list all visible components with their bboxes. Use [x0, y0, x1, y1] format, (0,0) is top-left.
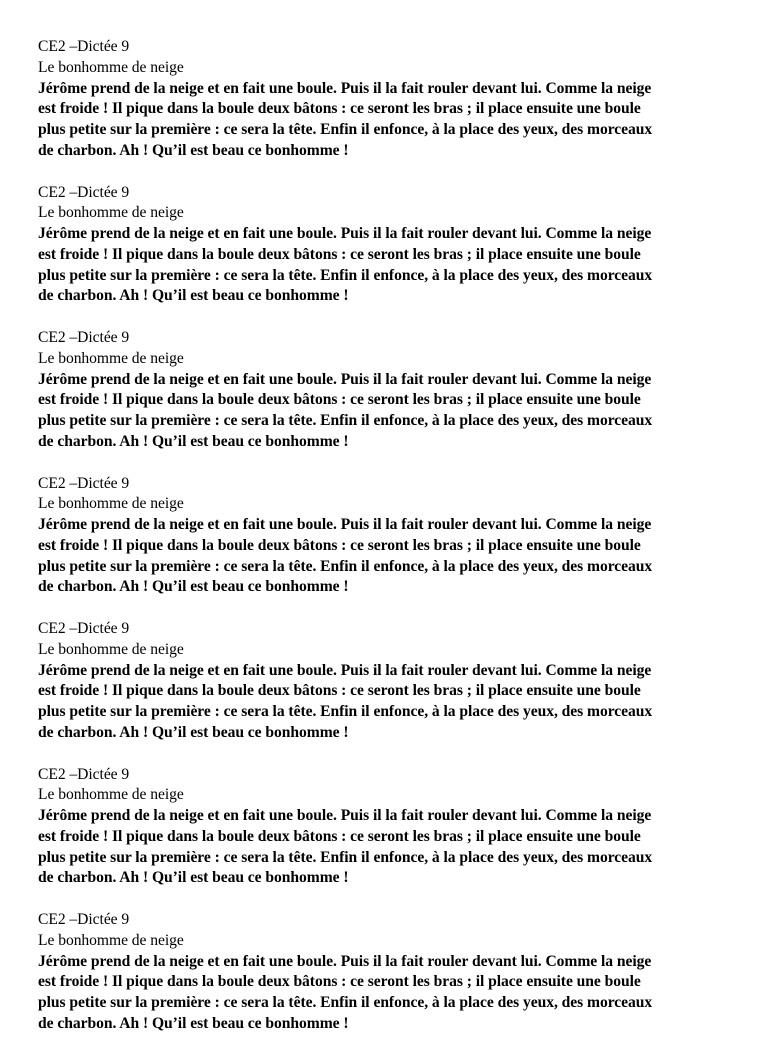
- document-page: [38, 37, 738, 1056]
- class-label: CE2 –Dictée 9: [38, 620, 130, 637]
- class-label: CE2 –Dictée 9: [38, 911, 130, 928]
- dictation-line: est froide ! Il pique dans la boule deux bâtons : ce seront les bras ; il place ensuite une boule: [38, 536, 641, 554]
- class-label: CE2 –Dictée 9: [38, 38, 130, 55]
- dictation-title: Le bonhomme de neige: [38, 495, 184, 513]
- dictation-line: de charbon. Ah ! Qu’il est beau ce bonhomme !: [38, 287, 349, 305]
- dictation-line: Jérôme prend de la neige et en fait une boule. Puis il la fait rouler devant lui. Comme la neige: [38, 225, 652, 243]
- dictation-block: [38, 37, 738, 183]
- class-label: CE2 –Dictée 9: [38, 183, 130, 201]
- dictation-line: de charbon. Ah ! Qu’il est beau ce bonhomme !: [38, 578, 349, 596]
- dictation-block: [38, 183, 738, 329]
- dictation-line: est froide ! Il pique dans la boule deux bâtons : ce seront les bras ; il place ensuite une boule: [38, 973, 641, 991]
- dictation-line: est froide ! Il pique dans la boule deux bâtons : ce seront les bras ; il place ensuite une boule: [38, 245, 641, 263]
- dictation-line: est froide ! Il pique dans la boule deux bâtons : ce seront les bras ; il place ensuite une boule: [38, 391, 641, 409]
- dictation-line: de charbon. Ah ! Qu’il est beau ce bonhomme !: [38, 869, 349, 887]
- dictation-title: Le bonhomme de neige: [38, 349, 184, 367]
- dictation-title: Le bonhomme de neige: [38, 640, 184, 658]
- dictation-line: plus petite sur la première : ce sera la tête. Enfin il enfonce, à la place des yeux, des morceaux: [38, 121, 653, 139]
- dictation-title: Le bonhomme de neige: [38, 786, 184, 804]
- class-label: CE2 –Dictée 9: [38, 765, 130, 783]
- dictation-title: Le bonhomme de neige: [38, 58, 184, 76]
- dictation-block: [38, 328, 738, 474]
- dictation-line: Jérôme prend de la neige et en fait une boule. Puis il la fait rouler devant lui. Comme la neige: [38, 516, 652, 534]
- dictation-line: est froide ! Il pique dans la boule deux bâtons : ce seront les bras ; il place ensuite une boule: [38, 827, 641, 845]
- class-label: CE2 –Dictée 9: [38, 474, 130, 492]
- dictation-line: de charbon. Ah ! Qu’il est beau ce bonhomme !: [38, 1014, 349, 1032]
- dictation-line: Jérôme prend de la neige et en fait une boule. Puis il la fait rouler devant lui. Comme la neige: [38, 79, 652, 97]
- dictation-line: plus petite sur la première : ce sera la tête. Enfin il enfonce, à la place des yeux, des morceaux: [38, 266, 653, 284]
- dictation-line: plus petite sur la première : ce sera la tête. Enfin il enfonce, à la place des yeux, des morceaux: [38, 557, 653, 575]
- dictation-line: Jérôme prend de la neige et en fait une boule. Puis il la fait rouler devant lui. Comme la neige: [38, 807, 652, 825]
- class-label: CE2 –Dictée 9: [38, 329, 130, 346]
- dictation-block: [38, 765, 738, 911]
- dictation-line: de charbon. Ah ! Qu’il est beau ce bonhomme !: [38, 432, 349, 450]
- dictation-line: plus petite sur la première : ce sera la tête. Enfin il enfonce, à la place des yeux, des morceaux: [38, 848, 653, 866]
- dictation-title: Le bonhomme de neige: [38, 931, 184, 949]
- dictation-block: [38, 910, 738, 1056]
- dictation-line: de charbon. Ah ! Qu’il est beau ce bonhomme !: [38, 141, 349, 159]
- dictation-line: plus petite sur la première : ce sera la tête. Enfin il enfonce, à la place des yeux, des morceaux: [38, 703, 653, 721]
- dictation-line: Jérôme prend de la neige et en fait une boule. Puis il la fait rouler devant lui. Comme la neige: [38, 370, 652, 388]
- dictation-line: plus petite sur la première : ce sera la tête. Enfin il enfonce, à la place des yeux, des morceaux: [38, 412, 653, 430]
- dictation-line: Jérôme prend de la neige et en fait une boule. Puis il la fait rouler devant lui. Comme la neige: [38, 661, 652, 679]
- dictation-line: Jérôme prend de la neige et en fait une boule. Puis il la fait rouler devant lui. Comme la neige: [38, 952, 652, 970]
- dictation-line: est froide ! Il pique dans la boule deux bâtons : ce seront les bras ; il place ensuite une boule: [38, 100, 641, 118]
- dictation-line: plus petite sur la première : ce sera la tête. Enfin il enfonce, à la place des yeux, des morceaux: [38, 994, 653, 1012]
- dictation-block: [38, 619, 738, 765]
- dictation-title: Le bonhomme de neige: [38, 204, 184, 222]
- dictation-block: [38, 474, 738, 620]
- dictation-line: de charbon. Ah ! Qu’il est beau ce bonhomme !: [38, 723, 349, 741]
- dictation-line: est froide ! Il pique dans la boule deux bâtons : ce seront les bras ; il place ensuite une boule: [38, 682, 641, 700]
